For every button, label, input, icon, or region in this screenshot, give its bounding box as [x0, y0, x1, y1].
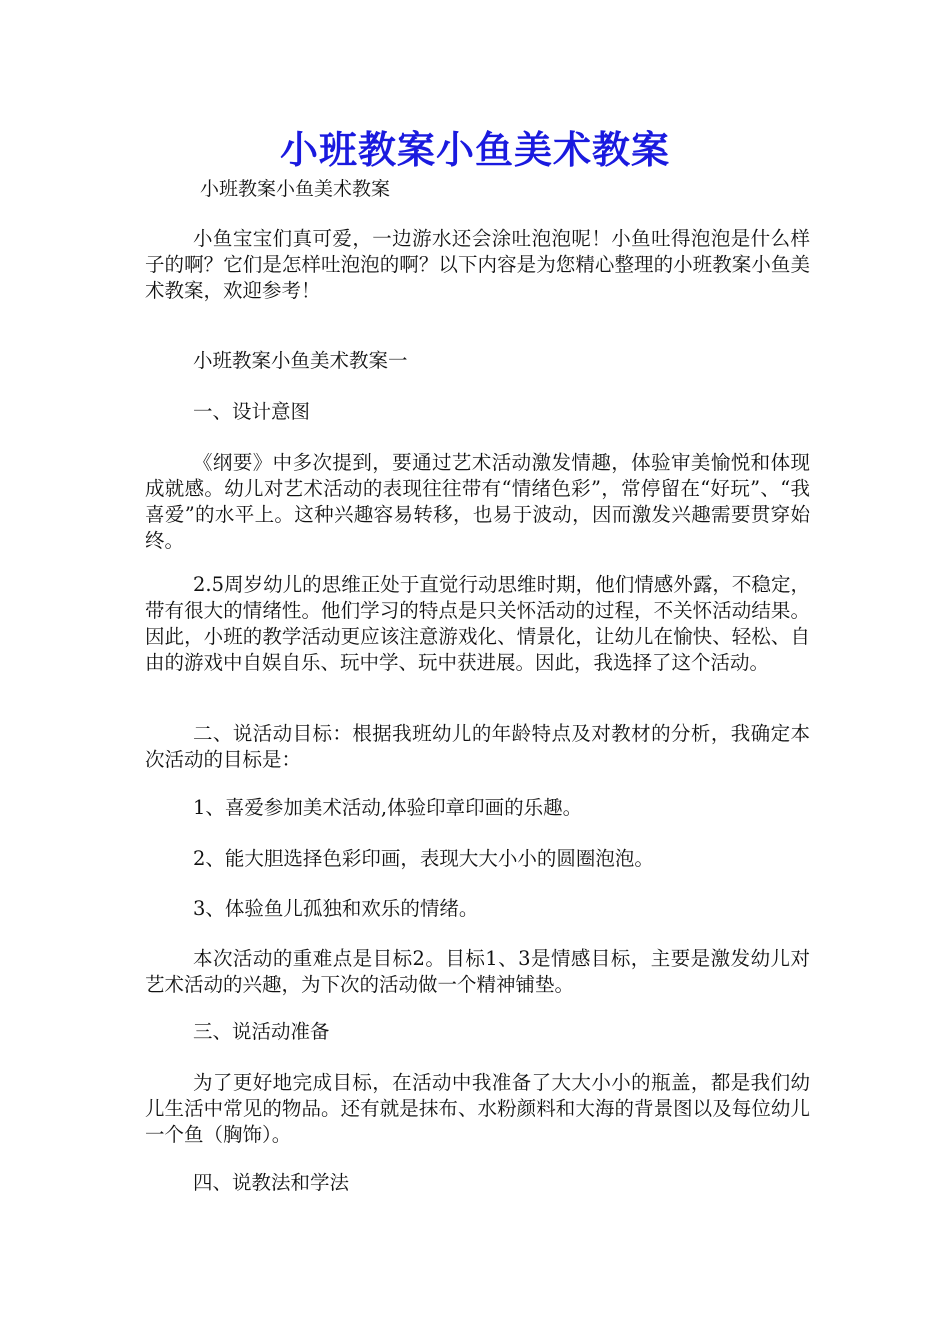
section-title: 小班教案小鱼美术教案一	[193, 349, 408, 372]
paragraph-key-points: 本次活动的重难点是目标2。目标1、3是情感目标，主要是激发幼儿对艺术活动的兴趣，为下次的活动做一个精神铺垫。	[145, 947, 810, 996]
heading-teaching-methods: 四、说教法和学法	[193, 1171, 350, 1194]
document-subtitle: 小班教案小鱼美术教案	[200, 178, 391, 200]
goal-item-3: 3、体验鱼儿孤独和欢乐的情绪。	[193, 897, 479, 920]
document-title: 小班教案小鱼美术教案	[279, 127, 670, 172]
intro-paragraph: 小鱼宝宝们真可爱，一边游水还会涂吐泡泡呢！小鱼吐得泡泡是什么样子的啊？它们是怎样吐泡泡的啊？以下内容是为您精心整理的小班教案小鱼美术教案，欢迎参考！	[145, 227, 810, 302]
heading-design-intent: 一、设计意图	[193, 400, 311, 423]
paragraph-outline: 《纲要》中多次提到，要通过艺术活动激发情趣，体验审美愉悦和体现成就感。幼儿对艺术活动的表现往往带有“情绪色彩”，常停留在“好玩”、“我喜爱”的水平上。这种兴趣容易转移，也易于波动，因而激发兴趣需要贯穿始终。	[145, 451, 810, 552]
goal-item-2: 2、能大胆选择色彩印画，表现大大小小的圆圈泡泡。	[193, 847, 654, 870]
heading-preparation: 三、说活动准备	[193, 1020, 330, 1043]
goal-item-1: 1、喜爱参加美术活动,体验印章印画的乐趣。	[193, 796, 583, 819]
paragraph-child-thinking: 2.5周岁幼儿的思维正处于直觉行动思维时期，他们情感外露，不稳定，带有很大的情绪性。他们学习的特点是只关怀活动的过程，不关怀活动结果。因此，小班的教学活动更应该注意游戏化、情景化，让幼儿在愉快、轻松、自由的游戏中自娱自乐、玩中学、玩中获进展。因此，我选择了这个活动。	[145, 573, 810, 674]
paragraph-activity-goals: 二、说活动目标：根据我班幼儿的年龄特点及对教材的分析，我确定本次活动的目标是：	[145, 722, 810, 771]
paragraph-preparation: 为了更好地完成目标，在活动中我准备了大大小小的瓶盖，都是我们幼儿生活中常见的物品。还有就是抹布、水粉颜料和大海的背景图以及每位幼儿一个鱼（胸饰）。	[145, 1071, 810, 1146]
